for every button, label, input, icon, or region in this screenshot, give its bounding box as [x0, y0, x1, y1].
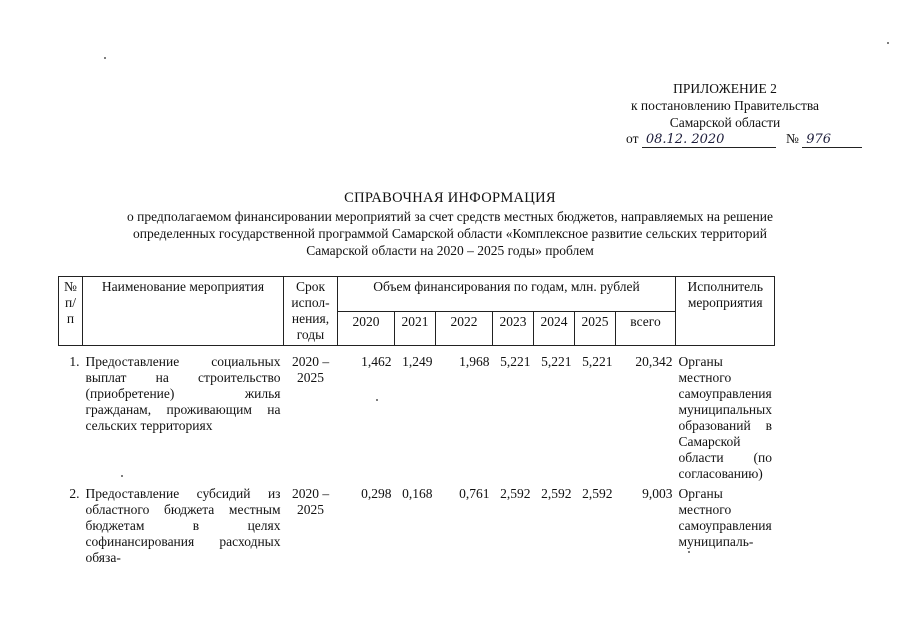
date-prefix: от: [626, 131, 639, 146]
resolution-date-number: [626, 131, 862, 148]
executor: Органы местного самоуправления муниципальных образований в Самарской области (по согласованию): [678, 354, 772, 481]
value-2023: 2,592: [500, 486, 531, 501]
header-name: Наименование мероприятия: [83, 277, 284, 346]
row-number: 2.: [69, 486, 80, 501]
document-title: [40, 190, 860, 259]
number-prefix: №: [785, 131, 799, 146]
scan-speck: [376, 399, 378, 401]
header-year: 2025: [575, 312, 616, 346]
appendix-line-2: Самарской области: [669, 115, 781, 130]
resolution-number: 976: [802, 132, 862, 148]
measure-name: Предоставление субсидий из областного бюджета местным бюджетам в целях софинансирования расходных обяза-: [85, 486, 281, 565]
resolution-date: 08.12. 2020: [642, 132, 776, 148]
measure-name: Предоставление социальных выплат на строительство (приобретение) жилья гражданам, проживающим на сельских территориях: [85, 354, 281, 433]
header-year: 2024: [534, 312, 575, 346]
appendix-title: ПРИЛОЖЕНИЕ 2: [673, 81, 777, 96]
header-year: 2020: [338, 312, 395, 346]
table-header-row: [59, 277, 775, 312]
value-2024: 5,221: [541, 354, 572, 369]
header-term: Срок испол-нения, годы: [284, 277, 338, 346]
value-2025: 5,221: [582, 354, 613, 369]
table-row: [59, 352, 775, 484]
title-line-3: Самарской области на 2020 – 2025 годы» проблем: [306, 243, 594, 258]
header-year: 2021: [395, 312, 436, 346]
scan-speck: [104, 57, 106, 59]
appendix-block: [560, 80, 890, 131]
header-total: всего: [616, 312, 676, 346]
value-2021: 1,249: [402, 354, 433, 369]
header-volume: Объем финансирования по годам, млн. рублей: [338, 277, 676, 312]
table-row: [59, 484, 775, 568]
executor: Органы местного самоуправления муниципаль-: [678, 486, 772, 549]
term: 2020 – 2025: [291, 354, 330, 385]
title-line-1: о предполагаемом финансировании мероприятий за счет средств местных бюджетов, направляемых на решение: [127, 209, 773, 224]
value-total: 20,342: [635, 354, 673, 369]
term: 2020 – 2025: [291, 486, 330, 517]
value-2024: 2,592: [541, 486, 572, 501]
financing-table: [58, 276, 775, 568]
value-2023: 5,221: [500, 354, 531, 369]
value-total: 9,003: [642, 486, 673, 501]
row-number: 1.: [69, 354, 80, 369]
scan-speck: [688, 551, 690, 553]
title-heading: СПРАВОЧНАЯ ИНФОРМАЦИЯ: [344, 190, 556, 206]
value-2022: 1,968: [459, 354, 490, 369]
header-executor: Исполнитель мероприятия: [676, 277, 775, 346]
title-line-2: определенных государственной программой Самарской области «Комплексное развитие сельских территорий: [133, 226, 767, 241]
header-year: 2023: [493, 312, 534, 346]
scan-speck: [887, 42, 889, 44]
value-2022: 0,761: [459, 486, 490, 501]
value-2025: 2,592: [582, 486, 613, 501]
value-2020: 0,298: [361, 486, 392, 501]
header-num: № п/п: [59, 277, 83, 346]
header-year: 2022: [436, 312, 493, 346]
value-2021: 0,168: [402, 486, 433, 501]
scan-speck: [121, 475, 123, 477]
appendix-line-1: к постановлению Правительства: [630, 98, 820, 113]
value-2020: 1,462: [361, 354, 392, 369]
